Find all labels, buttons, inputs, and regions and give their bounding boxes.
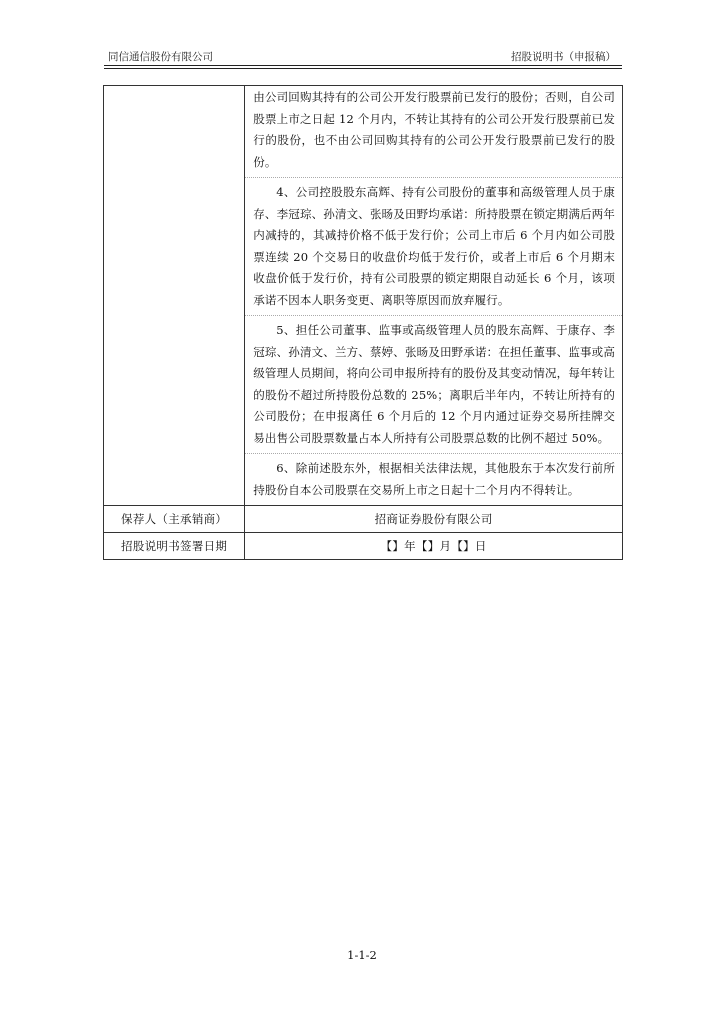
header-company-name: 同信通信股份有限公司 xyxy=(108,51,213,63)
info-table xyxy=(103,85,623,560)
sponsor-value: 招商证券股份有限公司 xyxy=(245,506,623,533)
table-row-sign-date xyxy=(104,533,623,560)
commitment-label-cell xyxy=(104,86,245,506)
page-number: 1-1-2 xyxy=(347,948,377,962)
table-row-commitments xyxy=(104,86,623,506)
commitment-text-cell xyxy=(245,86,623,506)
header-rule-thin xyxy=(104,68,622,69)
header-rule-thick xyxy=(104,65,622,66)
commitment-paragraph: 5、担任公司董事、监事或高级管理人员的股东高辉、于康存、李冠琮、孙清文、兰方、蔡婷、张旸及田野承诺：在担任董事、监事或高级管理人员期间，将向公司申报所持有的股份及其变动情况，每年转让的股份不超过所持股份总数的 25%；离职后半年内，不转让所持有的公司股份；在申报离任 6 个月后的 12 个月内通过证券交易所挂牌交易出售公司股票数量占本人所持有公司股票总数的比例不超过 50%。 xyxy=(245,315,622,453)
header-document-type: 招股说明书（申报稿） xyxy=(511,51,616,63)
sponsor-label: 保荐人（主承销商） xyxy=(104,506,245,533)
commitment-paragraph: 4、公司控股股东高辉、持有公司股份的董事和高级管理人员于康存、李冠琮、孙清文、张旸及田野均承诺：所持股票在锁定期满后两年内减持的，其减持价格不低于发行价；公司上市后 6 个月内如公司股票连续 20 个交易日的收盘价均低于发行价，或者上市后 6 个月期末收盘价低于发行价，持有公司股票的锁定期限自动延长 6 个月，该项承诺不因本人职务变更、离职等原因而放弃履行。 xyxy=(245,177,622,315)
table-row-sponsor xyxy=(104,506,623,533)
commitment-paragraph: 6、除前述股东外，根据相关法律法规，其他股东于本次发行前所持股份自本公司股票在交易所上市之日起十二个月内不得转让。 xyxy=(245,453,622,505)
sign-date-label: 招股说明书签署日期 xyxy=(104,533,245,560)
commitment-paragraph: 由公司回购其持有的公司公开发行股票前已发行的股份；否则，自公司股票上市之日起 12 个月内，不转让其持有的公司公开发行股票前已发行的股份，也不由公司回购其持有的公司公开发行股票前已发行的股份。 xyxy=(253,90,615,169)
sign-date-value: 【】年【】月【】日 xyxy=(245,533,623,560)
